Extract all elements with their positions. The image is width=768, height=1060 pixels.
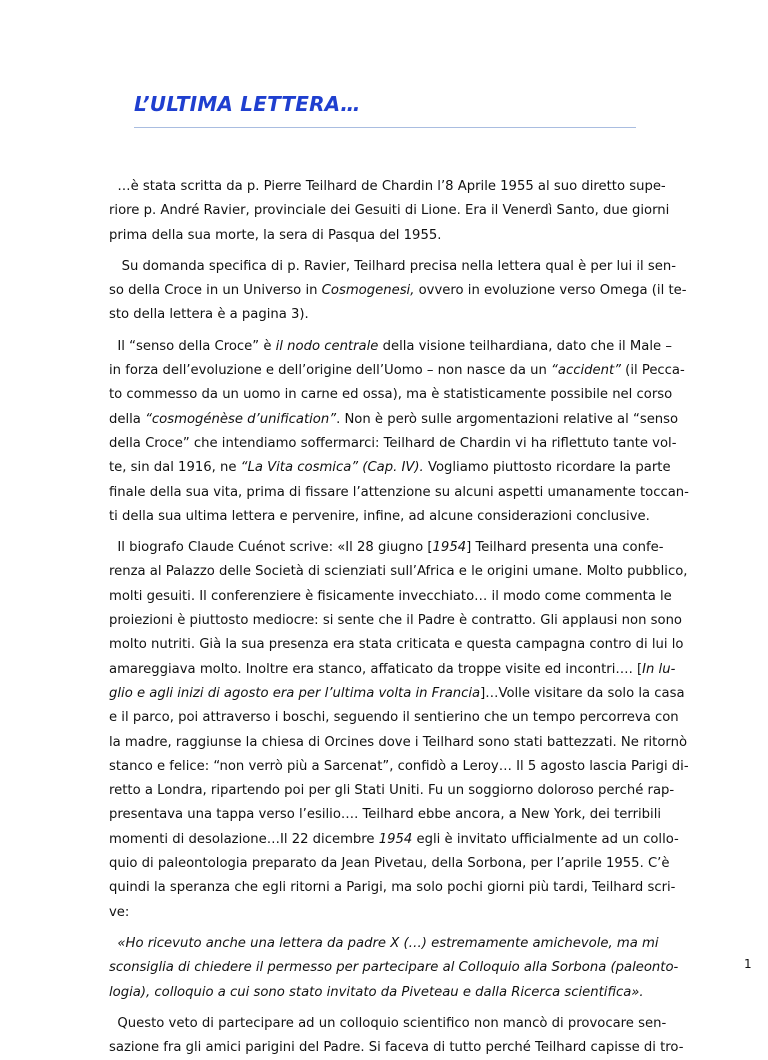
text-line: quio di paleontologia preparato da Jean Pivetau, della Sorbona, per l’aprile 1955. C’è: [109, 856, 670, 872]
paragraph: [109, 175, 670, 248]
text-line: amareggiava molto. Inoltre era stanco, affaticato da troppe visite ed incontri…. [In lu-: [109, 661, 676, 677]
text-line: la madre, raggiunse la chiesa di Orcines dove i Teilhard sono stati battezzati. Ne ritornò: [109, 734, 688, 750]
text-line: «Ho ricevuto anche una lettera da padre X (…) estremamente amichevole, ma mi: [117, 935, 659, 951]
text-line: quindi la speranza che egli ritorni a Parigi, ma solo pochi giorni più tardi, Teilhard scri-: [109, 880, 676, 896]
text-line: renza al Palazzo delle Società di scienziati sull’Africa e le origini umane. Molto pubblico,: [109, 564, 688, 580]
text-line: e il parco, poi attraverso i boschi, seguendo il sentierino che un tempo percorreva con: [109, 710, 679, 726]
text-line: prima della sua morte, la sera di Pasqua del 1955.: [109, 227, 442, 243]
text-line: sto della lettera è a pagina 3).: [109, 307, 309, 323]
paragraph: [109, 335, 689, 529]
text-line: sazione fra gli amici parigini del Padre. Si faceva di tutto perché Teilhard capisse di tro-: [109, 1040, 684, 1056]
paragraph: [109, 536, 689, 925]
text-line: molti gesuiti. Il conferenziere è fisicamente invecchiato… il modo come commenta le: [109, 588, 672, 604]
text-line: Su domanda specifica di p. Ravier, Teilhard precisa nella lettera qual è per lui il sen-: [109, 258, 676, 274]
text-line: Questo veto di partecipare ad un colloquio scientifico non mancò di provocare sen-: [109, 1015, 667, 1031]
text-line: molto nutriti. Già la sua presenza era stata criticata e questa campagna contro di lui lo: [109, 637, 684, 653]
paragraph: [109, 255, 687, 328]
text-line: retto a Londra, ripartendo poi per gli Stati Uniti. Fu un soggiorno doloroso perché rap-: [109, 783, 675, 799]
text-line: ve:: [109, 904, 130, 920]
text-line: glio e agli inizi di agosto era per l’ultima volta in Francia]…Volle visitare da solo la casa: [109, 685, 685, 701]
text-line: …è stata scritta da p. Pierre Teilhard de Chardin l’8 Aprile 1955 al suo diretto supe-: [109, 179, 666, 194]
text-line: stanco e felice: “non verrò più a Sarcenat”, confidò a Leroy… Il 5 agosto lascia Parigi di-: [109, 758, 689, 774]
text-line: te, sin dal 1916, ne “La Vita cosmica” (Cap. IV). Vogliamo piuttosto ricordare la parte: [109, 460, 671, 476]
text-line: in forza dell’evoluzione e dell’origine dell’Uomo – non nasce da un “accident” (il Pecca-: [109, 363, 685, 379]
text-line: sconsiglia di chiedere il permesso per partecipare al Colloquio alla Sorbona (paleonto-: [109, 960, 679, 976]
text-line: riore p. André Ravier, provinciale dei Gesuiti di Lione. Era il Venerdì Santo, due giorni: [109, 203, 670, 219]
text-line: Il biografo Claude Cuénot scrive: «Il 28 giugno [1954] Teilhard presenta una confe-: [109, 540, 664, 556]
page-title: L’ULTIMA LETTERA…: [134, 92, 361, 116]
text-line: della “cosmogénèse d’unification”. Non è però sulle argomentazioni relative al “senso: [109, 411, 679, 427]
paragraph: [109, 1012, 684, 1060]
text-line: della Croce” che intendiamo soffermarci: Teilhard de Chardin vi ha riflettuto tante vol-: [109, 435, 677, 451]
text-line: logia), colloquio a cui sono stato invitato da Piveteau e dalla Ricerca scientifica».: [109, 984, 644, 1000]
text-line: momenti di desolazione…Il 22 dicembre 1954 egli è invitato ufficialmente ad un collo-: [109, 831, 679, 847]
body-text: [109, 175, 689, 1060]
text-line: so della Croce in un Universo in Cosmogenesi, ovvero in evoluzione verso Omega (il te-: [109, 283, 687, 299]
text-line: presentava una tappa verso l’esilio…. Teilhard ebbe ancora, a New York, dei terribili: [109, 807, 662, 823]
text-line: Il “senso della Croce” è il nodo centrale della visione teilhardiana, dato che il Male –: [109, 338, 672, 354]
text-line: finale della sua vita, prima di fissare l’attenzione su alcuni aspetti umanamente toccan-: [109, 484, 689, 500]
text-line: to commesso da un uomo in carne ed ossa), ma è statisticamente possibile nel corso: [109, 387, 673, 403]
page-number: 1: [744, 957, 752, 971]
text-line: proiezioni è piuttosto mediocre: si sente che il Padre è contratto. Gli applausi non sono: [109, 613, 682, 629]
text-line: ti della sua ultima lettera e pervenire, infine, ad alcune considerazioni conclusive.: [109, 508, 650, 524]
title-underline-divider: [134, 127, 636, 128]
